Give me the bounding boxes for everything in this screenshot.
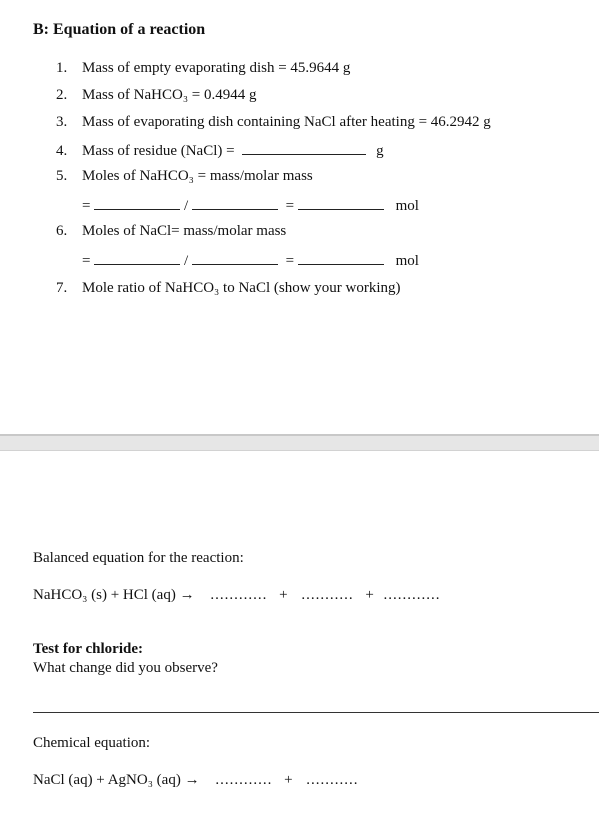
equals-sign: = — [82, 253, 91, 269]
item-number: 4. — [56, 143, 68, 159]
item-7 — [56, 280, 401, 297]
item-1 — [56, 60, 350, 77]
reactants-text: NaCl (aq) + AgNO₃ (aq) → — [33, 772, 200, 788]
page-break-band — [0, 436, 599, 450]
chemical-equation-row — [33, 772, 359, 789]
page-break-edge — [0, 450, 599, 451]
plus-sign: + — [365, 587, 374, 603]
item-text: Moles of NaCl= mass/molar mass — [82, 223, 287, 239]
item-2 — [56, 87, 257, 104]
product-blank-2[interactable]: ........... — [301, 587, 354, 603]
item-number: 6. — [56, 223, 68, 239]
item-number: 3. — [56, 114, 68, 130]
observation-answer-line[interactable] — [33, 712, 599, 713]
product-blank-2[interactable]: ........... — [306, 772, 359, 788]
observation-question: What change did you observe? — [33, 660, 218, 676]
item-number: 7. — [56, 280, 68, 296]
reactants-text: NaHCO₃ (s) + HCl (aq) → — [33, 587, 195, 603]
equals-sign: = — [285, 253, 295, 269]
item-number: 2. — [56, 87, 68, 103]
item-number: 1. — [56, 60, 68, 76]
product-blank-1[interactable]: ............ — [210, 587, 268, 603]
moles-blank-field[interactable] — [298, 252, 384, 265]
chemical-equation-heading: Chemical equation: — [33, 735, 151, 751]
divide-sign: / — [183, 198, 189, 214]
product-blank-3[interactable]: ............ — [383, 587, 441, 603]
item-number: 5. — [56, 168, 68, 184]
plus-sign: + — [279, 587, 288, 603]
answer-blank-field[interactable] — [242, 142, 366, 155]
molar-mass-blank-field[interactable] — [192, 252, 278, 265]
equals-sign: = — [82, 198, 91, 214]
item-5 — [56, 168, 313, 185]
item-text: Moles of NaHCO₃ = mass/molar mass — [82, 168, 313, 184]
unit-label: mol — [395, 253, 419, 269]
equals-sign: = — [285, 198, 295, 214]
item-text: Mole ratio of NaHCO₃ to NaCl (show your working) — [82, 280, 401, 296]
item-3 — [56, 114, 491, 131]
balanced-equation-row — [33, 587, 441, 604]
moles-blank-field[interactable] — [298, 197, 384, 210]
item-4 — [56, 142, 384, 160]
mass-blank-field[interactable] — [94, 252, 180, 265]
plus-sign: + — [284, 772, 293, 788]
unit-label: g — [376, 143, 384, 159]
product-blank-1[interactable]: ............ — [215, 772, 273, 788]
chloride-test-heading: Test for chloride: — [33, 641, 143, 657]
molar-mass-blank-field[interactable] — [192, 197, 278, 210]
balanced-equation-heading: Balanced equation for the reaction: — [33, 550, 244, 566]
item-6 — [56, 223, 286, 240]
mass-blank-field[interactable] — [94, 197, 180, 210]
section-title: B: Equation of a reaction — [33, 21, 206, 38]
item-text: Mass of NaHCO₃ = 0.4944 g — [82, 87, 257, 103]
item-text: Mass of evaporating dish containing NaCl after heating = 46.2942 g — [82, 114, 491, 130]
item-text: Mass of residue (NaCl) = — [82, 143, 235, 159]
unit-label: mol — [395, 198, 419, 214]
divide-sign: / — [183, 253, 189, 269]
item-text: Mass of empty evaporating dish = 45.9644 g — [82, 60, 351, 76]
moles-nacl-calc-row — [82, 252, 419, 270]
moles-nahco3-calc-row — [82, 197, 419, 215]
